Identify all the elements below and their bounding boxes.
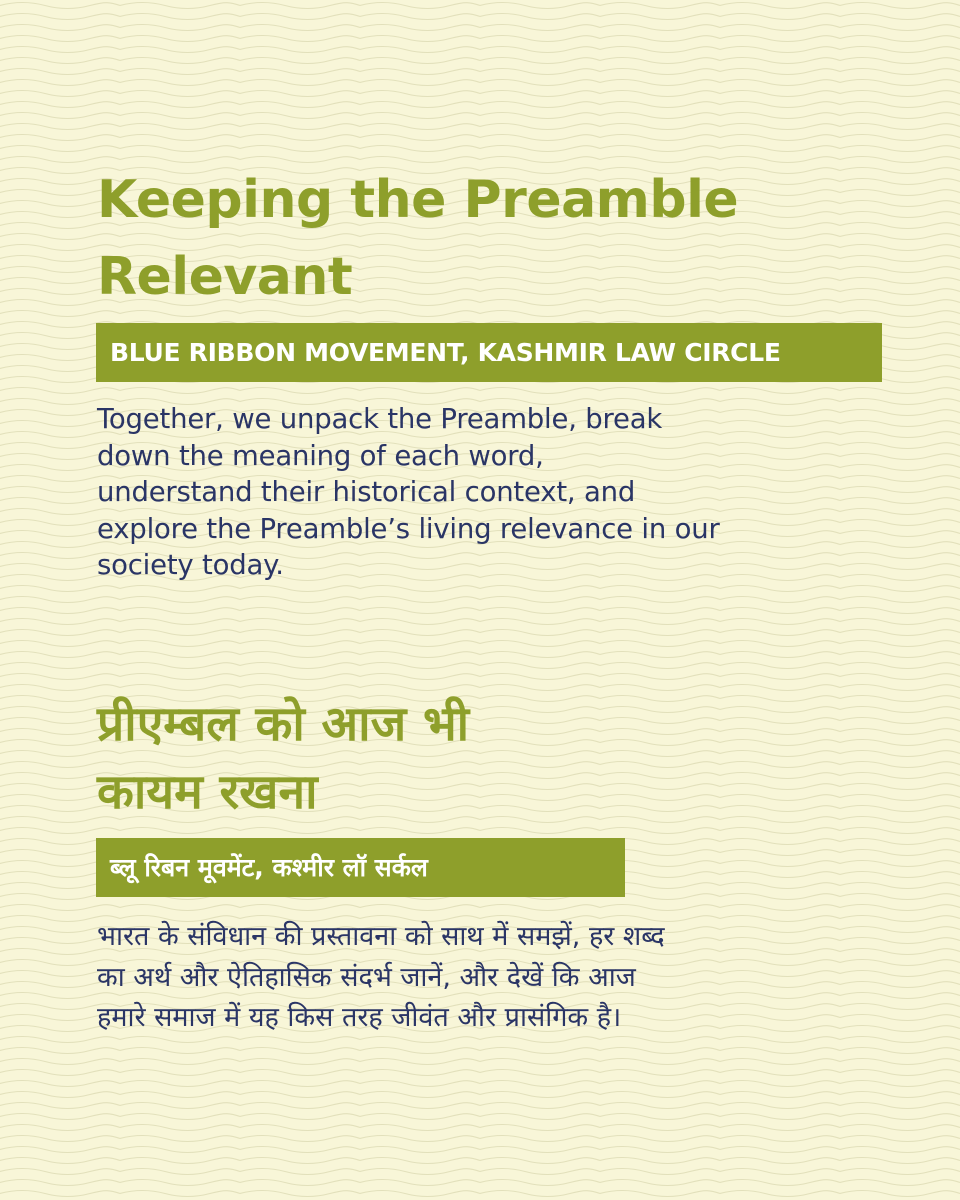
english-description-line-1: Together, we unpack the Preamble, break — [97, 403, 663, 435]
hindi-title-line-1: प्रीएम्बल को आज भी — [97, 696, 470, 752]
hindi-description-line-1: भारत के संविधान की प्रस्तावना को साथ में समझें, हर शब्द — [97, 921, 665, 952]
english-description-line-4: explore the Preamble’s living relevance in our — [97, 512, 720, 545]
hindi-title — [97, 690, 857, 826]
english-description-line-3: understand their historical context, and — [97, 476, 636, 508]
hindi-description-line-3: हमारे समाज में यह किस तरह जीवंत और प्रासंगिक है। — [97, 1002, 622, 1033]
hindi-organization-banner: ब्लू रिबन मूवमेंट, कश्मीर लॉ सर्कल — [96, 838, 625, 897]
hindi-title-line-2: कायम रखना — [97, 764, 318, 820]
english-title-line-2: Relevant — [97, 247, 353, 307]
english-organization-banner: BLUE RIBBON MOVEMENT, KASHMIR LAW CIRCLE — [96, 323, 882, 382]
english-description — [97, 401, 887, 584]
english-description-line-5: society today. — [97, 549, 284, 581]
english-title-line-1: Keeping the Preamble — [97, 170, 739, 230]
english-title — [97, 162, 917, 316]
hindi-description — [97, 917, 887, 1039]
english-description-line-2: down the meaning of each word, — [97, 439, 544, 472]
hindi-description-line-2: का अर्थ और ऐतिहासिक संदर्भ जानें, और देखें कि आज — [97, 961, 636, 993]
